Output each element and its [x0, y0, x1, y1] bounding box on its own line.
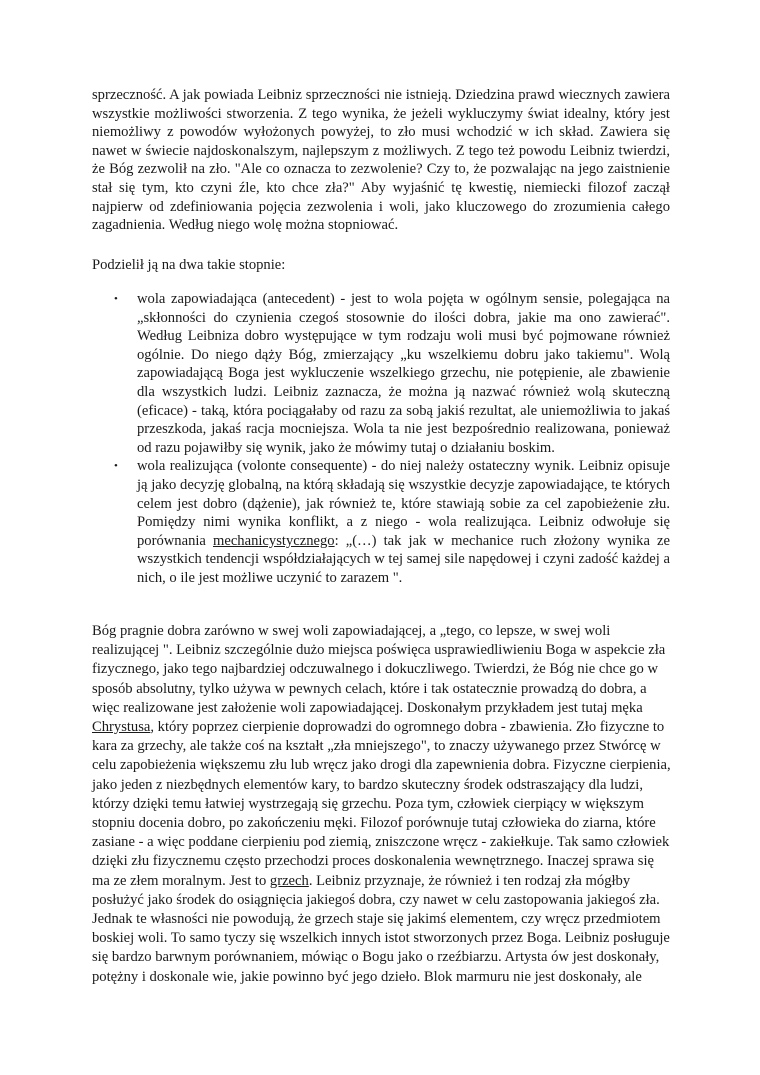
- list-item-text: wola realizująca (volonte consequente) - do niej należy ostateczny wynik. Leibniz opisuje ją jako decyzję globalną, na którą składają się wszystkie decyzje zapowiadające, te których celem jest dobro (dążenie), jak również te, które stawiają sobie za cel zapobieżenie złu. Pomiędzy nimi wynika konflikt, a z niego - wola realizująca. Leibniz odwołuje się porównania: [137, 458, 670, 549]
- paragraph-text: , który poprzez cierpienie doprowadzi do ogromnego dobra - zbawienia. Zło fizyczne to kara za grzechy, ale także coś na kształt „zła mniejszego", to znaczy używanego przez Stwórcę w celu zapobieżenia większemu złu lub wręcz jako drogi dla zapewnienia dobra. Fizyczne cierpienia, jako jeden z niezbędnych elementów kary, to bardzo skuteczny środek odstraszający dla ludzi, którzy dzięki temu łatwiej wystrzegają się grzechu. Poza tym, człowiek cierpiący w większym stopniu docenia dobro, po zakończeniu męki. Filozof porównuje tutaj człowieka do ziarna, które zasiane - a więc poddane cierpieniu pod ziemią, zniszczone wręcz - zakiełkuje. Tak samo człowiek dzięki złu fizycznemu często przechodzi proces doskonalenia wewnętrznego. Inaczej sprawa się ma ze złem moralnym. Jest to: [92, 719, 671, 889]
- will-types-list: [92, 290, 670, 588]
- link-chrystusa[interactable]: Chrystusa: [92, 719, 151, 736]
- list-item: [92, 290, 670, 457]
- bullet-icon: •: [114, 293, 118, 305]
- paragraph-list-intro: Podzielił ją na dwa takie stopnie:: [92, 257, 286, 273]
- link-mechanicystycznego[interactable]: mechanicystycznego: [213, 532, 335, 549]
- list-item-text: wola zapowiadająca (antecedent) - jest to wola pojęta w ogólnym sensie, polegająca na „skłonności do czynienia czegoś stosownie do ilości dobra, jakie ma ono zawierać". Według Leibniza dobro występujące w tym rodzaju woli musi być pojmowane również ogólnie. Do niego dąży Bóg, zmierzający „ku wszelkiemu dobru jako takiemu". Wolą zapowiadającą Boga jest wykluczenie wszelkiego grzechu, nie potępienie, ale zbawienie dla wszystkich ludzi. Leibniz zaznacza, że można ją nazwać również wolą skuteczną (eficace) - taką, która pociągałaby od razu za sobą jakiś rezultat, ale uniemożliwia to jakaś przeszkoda, jakaś racja mocniejsza. Wola ta nie jest bezpośrednio realizowana, ponieważ od razu pojawiłby się wynik, jako że mówimy tutaj o działaniu boskim.: [137, 291, 670, 456]
- link-grzech[interactable]: grzech: [269, 872, 309, 889]
- list-item: [92, 457, 670, 587]
- paragraph-intro: sprzeczność. A jak powiada Leibniz sprzeczności nie istnieją. Dziedzina prawd wiecznych zawiera wszystkie możliwości stworzenia. Z tego wynika, że jeżeli wykluczymy świat idealny, który jest niemożliwy z powodów wyłożonych powyżej, to zło musi wchodzić w ich skład. Zawiera się nawet w świecie najdoskonalszym, najlepszym z możliwych. Z tego też powodu Leibniz twierdzi, że Bóg zezwolił na zło. "Ale co oznacza to zezwolenie? Czy to, że pozwalając na jego zaistnienie stał się tym, kto czyni źle, kto chce zła?" Aby wyjaśnić tę kwestię, niemiecki filozof zaczął najpierw od zdefiniowania pojęcia zezwolenia i woli, jako kluczowego do zrozumienia całego zagadnienia. Według niego wolę można stopniować.: [92, 87, 670, 234]
- list-item-text: : „(…) tak jak w mechanice ruch złożony wynika ze wszystkich tendencji współdziałających w tej samej sile napędowej i czyni zadość każdej a nich, o ile jest możliwe uczynić to zarazem ".: [137, 532, 670, 586]
- paragraph-text: Bóg pragnie dobra zarówno w swej woli zapowiadającej, a „tego, co lepsze, w swej woli realizującej ". Leibniz szczególnie dużo miejsca poświęca usprawiedliwieniu Boga w aspekcie zła fizycznego, jako tego najbardziej odczuwalnego i dokuczliwego. Twierdzi, że Bóg nie chce go w sposób absolutny, tylko używa w pewnych celach, które i tak ostatecznie prowadzą do dobra, a więc realizowane jest założenie woli zapowiadającej. Doskonałym przykładem jest tutaj męka: [92, 623, 666, 716]
- paragraph-text: . Leibniz przyznaje, że również i ten rodzaj zła mógłby posłużyć jako środek do osiągnięcia jakiegoś dobra, czy nawet w celu zastopowania jakiegoś zła. Jednak te własności nie powodują, że grzech staje się jakimś elementem, czy wręcz przedmiotem boskiej woli. To samo tyczy się wszelkich innych istot stworzonych przez Boga. Leibniz posługuje się bardzo barwnym porównaniem, mówiąc o Bogu jako o rzeźbiarzu. Artysta ów jest doskonały, potężny i doskonale wie, jakie powinno być jego dzieło. Blok marmuru nie jest doskonały, ale: [92, 872, 670, 985]
- paragraph-main: [92, 622, 672, 987]
- bullet-icon: •: [114, 460, 118, 473]
